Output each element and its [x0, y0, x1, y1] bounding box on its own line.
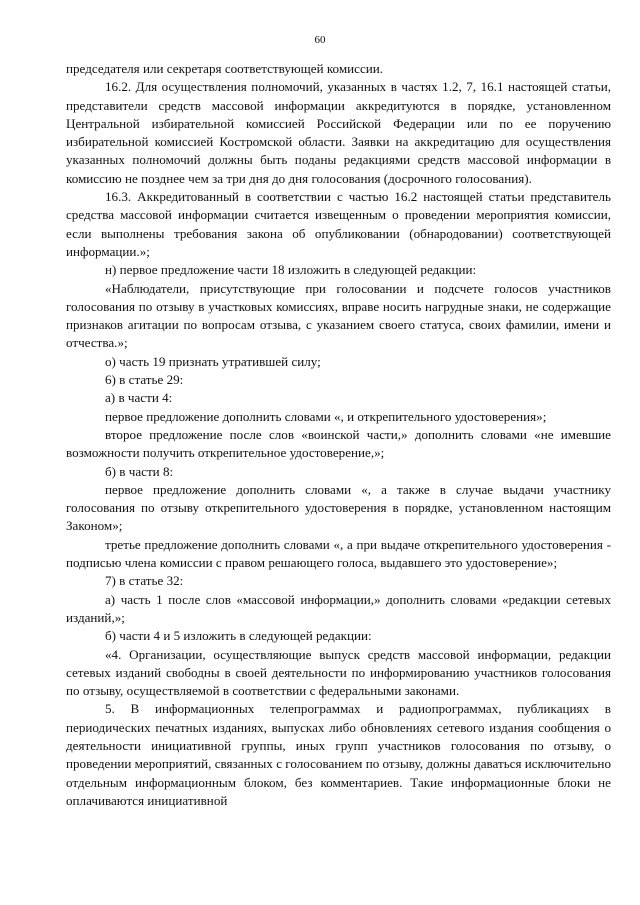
paragraph-subitem-b-part-8: б) в части 8:	[105, 463, 174, 479]
paragraph-subitem-b-parts-4-5: б) части 4 и 5 изложить в следующей редакции:	[105, 628, 372, 644]
paragraph-part-8-third-sentence: третье предложение дополнить словами «, а при выдаче открепительного удостоверения - подписью члена комиссии с правом решающего голоса, выдавшего это удостоверение»;	[66, 536, 611, 571]
paragraph-item-o: о) часть 19 признать утратившей силу;	[105, 353, 321, 369]
paragraph-item-7: 7) в статье 32:	[105, 573, 184, 589]
page-number: 60	[314, 34, 326, 46]
document-body	[66, 60, 611, 810]
paragraph-subitem-a-part-1: а) часть 1 после слов «массовой информации,» дополнить словами «редакции сетевых изданий,»;	[66, 591, 611, 625]
paragraph-continuation: председателя или секретаря соответствующей комиссии.	[66, 61, 384, 76]
paragraph-subitem-a-part-4: а) в части 4:	[105, 390, 173, 406]
paragraph-quote-part-5: 5. В информационных телепрограммах и радиопрограммах, публикациях в периодических печатных изданиях, выпусках либо обновлениях сетевого издания сообщения о деятельности инициативной группы, иных групп участников голосования по отзыву, о проведении мероприятий, связанных с голосованием по отзыву, должны даваться исключительно отдельным информационным блоком, без комментариев. Такие информационные блоки не оплачиваются инициативной	[66, 701, 611, 808]
paragraph-item-6: 6) в статье 29:	[105, 372, 184, 388]
paragraph-quote-part-4: «4. Организации, осуществляющие выпуск средств массовой информации, редакции сетевых изданий свободны в своей деятельности по информированию участников голосования по отзыву, осуществляемой в соответствии с федеральными законами.	[66, 646, 611, 699]
paragraph-second-sentence-amend: второе предложение после слов «воинской части,» дополнить словами «не имевшие возможности получить открепительное удостоверение,»;	[66, 426, 611, 461]
paragraph-16-2: 16.2. Для осуществления полномочий, указанных в частях 1.2, 7, 16.1 настоящей статьи, представители средств массовой информации аккредитуются в порядке, установленном Центральной избирательной комиссией Российской Федерации или по ее поручению избирательной комиссией Костромской области. Заявки на аккредитацию для осуществления указанных полномочий должны быть поданы редакциями средств массовой информации в комиссию не позднее чем за три дня до дня голосования (досрочного голосования).	[66, 79, 611, 186]
paragraph-item-n: н) первое предложение части 18 изложить в следующей редакции:	[105, 262, 477, 278]
paragraph-16-3: 16.3. Аккредитованный в соответствии с частью 16.2 настоящей статьи представитель средства массовой информации считается извещенным о проведении мероприятия комиссии, если выполнены требования закона об опубликовании (обнародовании) соответствующей информации.»;	[66, 189, 611, 259]
paragraph-part-8-first-sentence: первое предложение дополнить словами «, а также в случае выдачи участнику голосования по отзыву открепительного удостоверения в порядке, установленном настоящим Законом»;	[66, 481, 611, 534]
paragraph-first-sentence-amend: первое предложение дополнить словами «, и открепительного удостоверения»;	[105, 408, 547, 424]
paragraph-observers-quote: «Наблюдатели, присутствующие при голосовании и подсчете голосов участников голосования по отзыву в участковых комиссиях, вправе носить нагрудные знаки, не содержащие признаков агитации по вопросам отзыва, с указанием своего статуса, своих фамилии, имени и отчества.»;	[66, 280, 611, 351]
